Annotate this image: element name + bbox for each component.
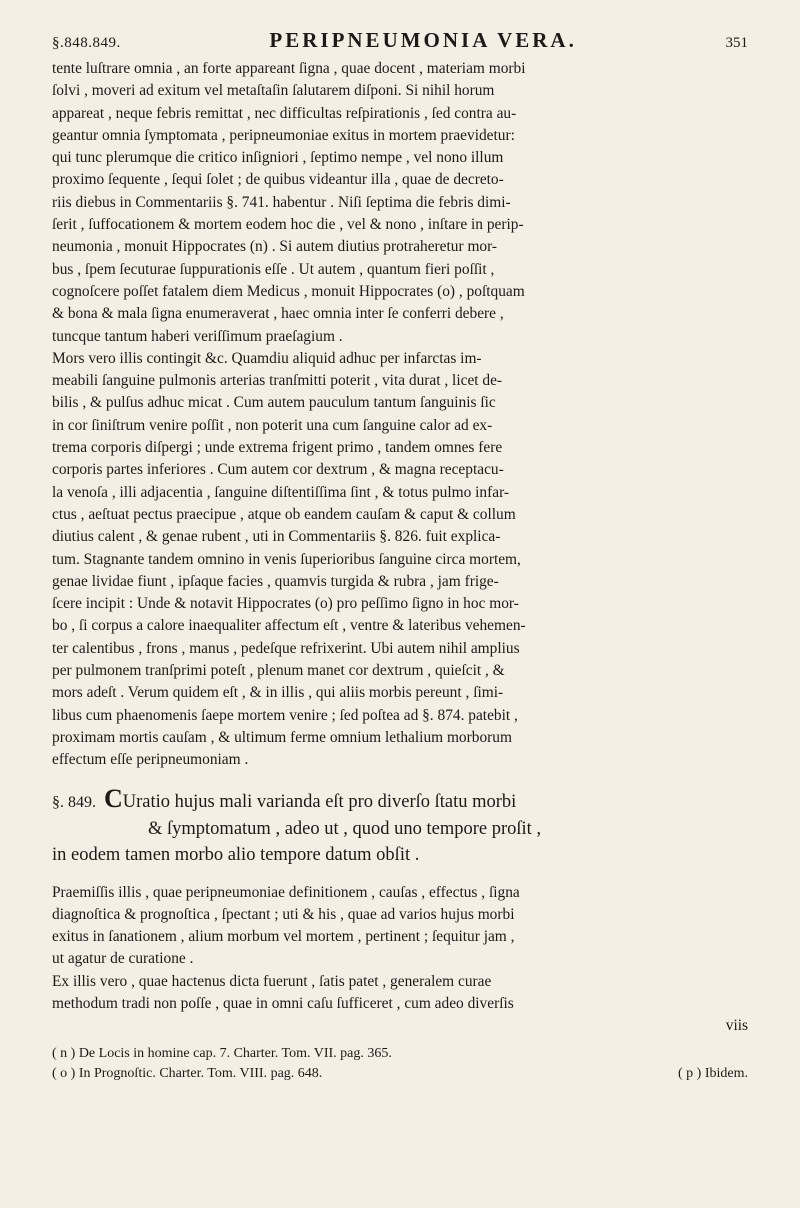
text-line: la venoſa , illi adjacentia , ſanguine diſtentiſſima ſint , & totus pulmo infar- <box>52 483 510 501</box>
text-line: libus cum phaenomenis ſaepe mortem venire ; ſed poſtea ad §. 874. patebit , <box>52 706 518 724</box>
section-number: §. 849. <box>52 793 96 811</box>
section-range: §.848.849. <box>52 35 121 51</box>
text-line: geantur omnia ſymptomata , peripneumoniae exitus in mortem praevidetur: <box>52 126 515 144</box>
heading-line: & ſymptomatum , adeo ut , quod uno tempore proſit , <box>148 818 542 839</box>
text-line: ut agatur de curatione . <box>52 950 194 968</box>
text-line: exitus in ſanationem , alium morbum vel mortem , pertinent ; ſequitur jam , <box>52 928 515 946</box>
text-line: effectum eſſe peripneumoniam . <box>52 751 249 769</box>
text-line: meabili ſanguine pulmonis arterias tranſmitti poterit , vita durat , licet de- <box>52 372 503 390</box>
footnote-text: ( n ) De Locis in homine cap. 7. Charter. Tom. VII. pag. 365. <box>52 1045 392 1061</box>
text-line: corporis partes inferiores . Cum autem cor dextrum , & magna receptacu- <box>52 461 504 479</box>
text-line: in cor ſiniſtrum venire poſſit , non poterit una cum ſanguine calor ad ex- <box>52 416 493 434</box>
footnote-n <box>52 1044 748 1064</box>
heading-line: Uratio hujus mali varianda eſt pro diverſo ſtatu morbi <box>122 791 517 812</box>
paragraph-treatment <box>52 882 748 1038</box>
text-line: cognoſcere poſſet fatalem diem Medicus , monuit Hippocrates (o) , poſtquam <box>52 282 525 300</box>
text-line: per pulmonem tranſprimi poteſt , plenum manet cor dextrum , quieſcit , & <box>52 662 505 680</box>
text-line: qui tunc plerumque die critico inſigniori , ſeptimo nempe , vel nono illum <box>52 149 504 167</box>
section-heading <box>52 783 748 868</box>
text-line: proximam mortis cauſam , & ultimum ferme omnium lethalium morborum <box>52 728 512 746</box>
text-line: tum. Stagnante tandem omnino in venis ſuperioribus ſanguine circa mortem, <box>52 550 521 568</box>
text-line: & bona & mala ſigna enumeraverat , haec omnia inter ſe conferri debere , <box>52 305 504 323</box>
text-line: mors adeſt . Verum quidem eſt , & in illis , qui aliis morbis pereunt , ſimi- <box>52 684 504 702</box>
heading-line: in eodem tamen morbo alio tempore datum obſit . <box>52 844 420 865</box>
text-line: diutius calent , & genae rubent , uti in Commentariis §. 826. fuit explica- <box>52 528 501 546</box>
footnote-text: ( o ) In Prognoſtic. Charter. Tom. VIII. pag. 648. <box>52 1065 323 1081</box>
text-line: bilis , & pulſus adhuc micat . Cum autem pauculum tantum ſanguinis ſic <box>52 394 496 412</box>
text-line: appareat , neque febris remittat , nec difficultas reſpirationis , ſed contra au- <box>52 104 517 122</box>
text-line: bo , ſi corpus a calore inaequaliter affectum eſt , ventre & lateribus vehemen- <box>52 617 526 635</box>
text-line: ſcere incipit : Unde & notavit Hippocrates (o) pro peſſimo ſigno in hoc mor- <box>52 595 519 613</box>
text-line: ſerit , ſuffocationem & mortem eodem hoc die , vel & nono , inſtare in perip- <box>52 216 524 234</box>
text-line: ter calentibus , frons , manus , pedeſque refrixerint. Ubi autem nihil amplius <box>52 639 520 657</box>
text-line: trema corporis diſpergi ; unde extrema frigent primo , tandem omnes fere <box>52 439 503 457</box>
text-line: tente luſtrare omnia , an forte appareant ſigna , quae docent , materiam morbi <box>52 60 526 77</box>
text-line: Mors vero illis contingit &c. Quamdiu aliquid adhuc per infarctas im- <box>52 349 482 367</box>
text-line: ctus , aeſtuat pectus praecipue , atque ob eandem cauſam & caput & collum <box>52 505 516 523</box>
text-line: Praemiſſis illis , quae peripneumoniae definitionem , cauſas , effectus , ſigna <box>52 883 520 901</box>
running-title: PERIPNEUMONIA VERA. <box>269 28 577 52</box>
text-line: tuncque tantum haberi veriſſimum praeſagium . <box>52 327 343 345</box>
text-line: ſolvi , moveri ad exitum vel metaſtaſin ſalutarem diſponi. Si nihil horum <box>52 82 495 100</box>
paragraph-prognosis <box>52 58 748 348</box>
page-number: 351 <box>725 35 748 51</box>
book-page <box>52 28 748 1084</box>
text-line: proximo ſequente , ſequi ſolet ; de quibus videantur illa , quae de decreto- <box>52 171 504 189</box>
text-line: riis diebus in Commentariis §. 741. habentur . Niſi ſeptima die febris dimi- <box>52 193 511 211</box>
text-line: bus , ſpem ſecuturae ſuppurationis eſſe . Ut autem , quantum fieri poſſit , <box>52 260 495 278</box>
footnotes <box>52 1044 748 1084</box>
text-line: genae lividae fiunt , ipſaque facies , quamvis turgida & rubra , jam frige- <box>52 572 499 590</box>
text-line: methodum tradi non poſſe , quae in omni caſu ſufficeret , cum adeo diverſis <box>52 994 514 1012</box>
footnote-o <box>52 1064 748 1084</box>
text-line: neumonia , monuit Hippocrates (n) . Si autem diutius protraheretur mor- <box>52 238 498 256</box>
drop-cap: C <box>104 783 123 813</box>
paragraph-death <box>52 348 748 772</box>
text-line: diagnoſtica & prognoſtica , ſpectant ; uti & his , quae ad varios hujus morbi <box>52 905 515 923</box>
footnote-p: ( p ) Ibidem. <box>678 1065 748 1081</box>
running-header <box>52 28 748 58</box>
text-line: Ex illis vero , quae hactenus dicta fuerunt , ſatis patet , generalem curae <box>52 972 492 990</box>
catchword: viis <box>725 1017 748 1035</box>
